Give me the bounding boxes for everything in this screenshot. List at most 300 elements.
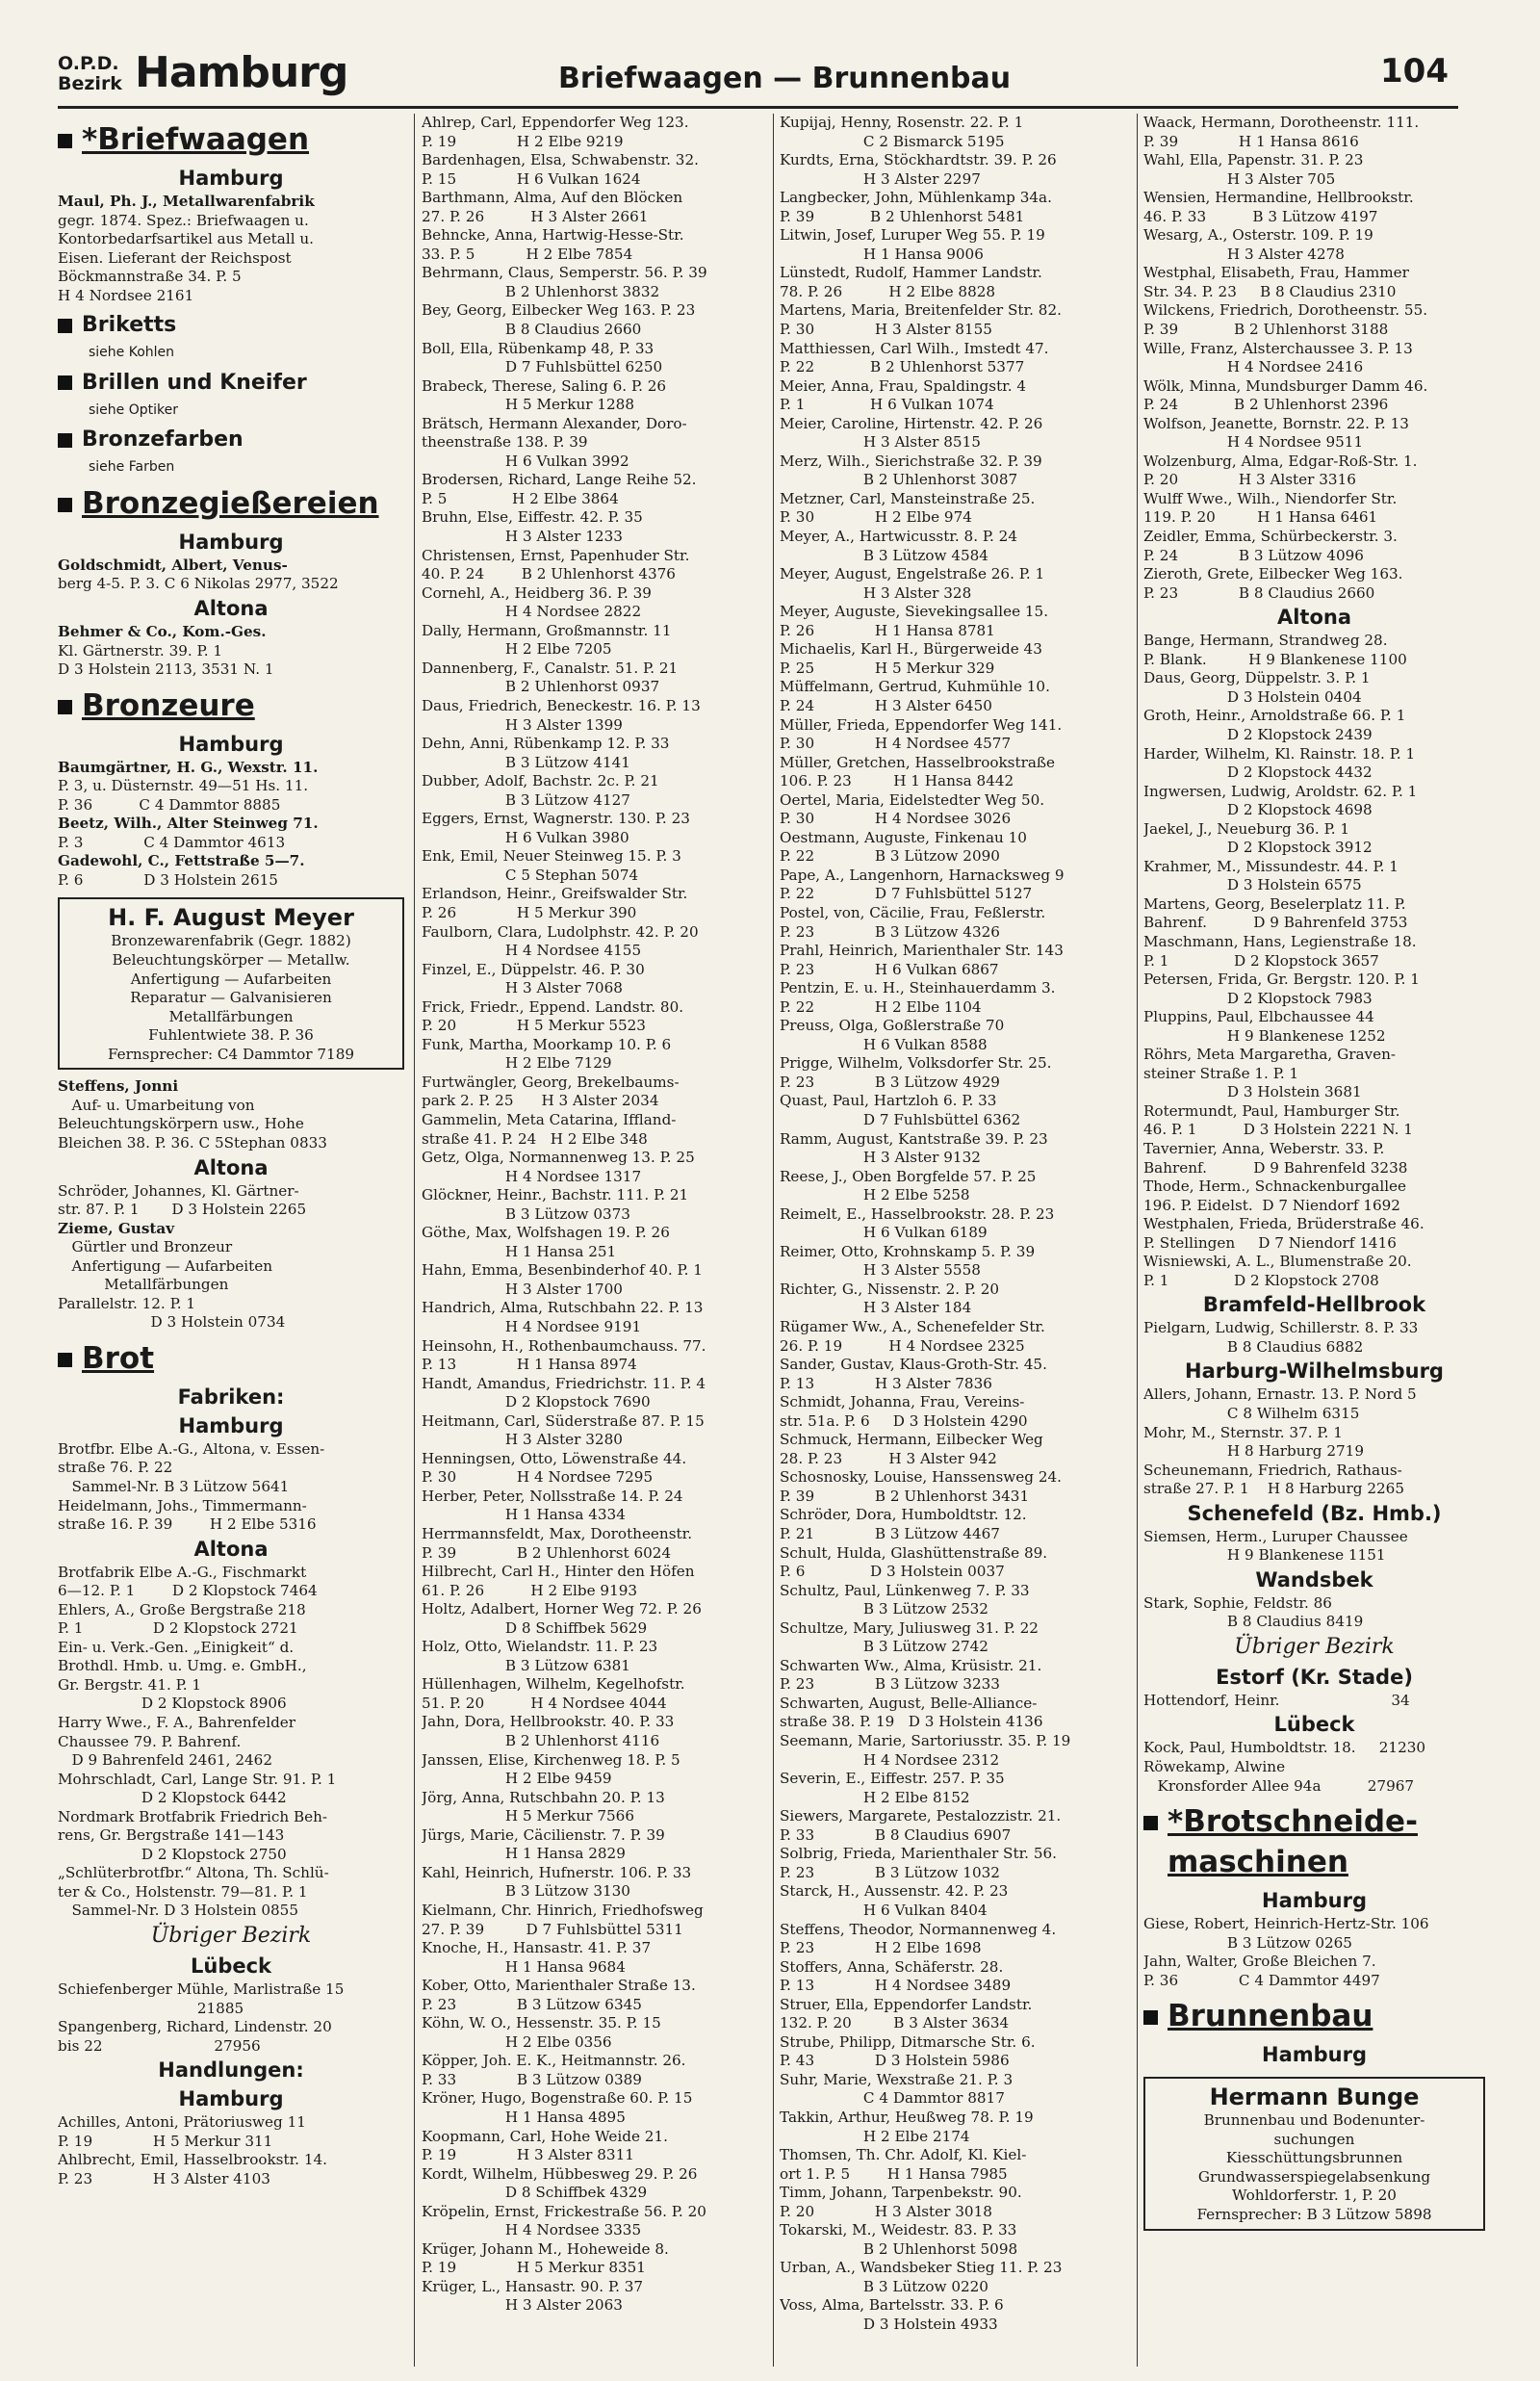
entry-line: Köpper, Joh. E. K., Heitmannstr. 26.	[422, 2052, 686, 2070]
entry-line: Prahl, Heinrich, Marienthaler Str. 143	[780, 942, 1064, 960]
entry-line: P. 23 B 3 Lützow 1032	[780, 1863, 1000, 1881]
entry-line: H 2 Elbe 8152	[780, 1788, 970, 1806]
entry-line: P. 36 C 4 Dammtor 8885	[58, 795, 281, 814]
entry-line: P. 23 H 3 Alster 4103	[58, 2169, 270, 2187]
entry-line: Janssen, Elise, Kirchenweg 18. P. 5	[422, 1750, 680, 1769]
entry-line: Solbrig, Frieda, Marienthaler Str. 56.	[780, 1845, 1057, 1863]
entry-line: P. 23 H 2 Elbe 1698	[780, 1939, 982, 1957]
entry-list	[58, 2113, 404, 2188]
entry-line: D 2 Klopstock 4698	[1143, 801, 1373, 819]
column-divider	[414, 114, 415, 2367]
entry-line: Severin, E., Eiffestr. 257. P. 35	[780, 1770, 1005, 1788]
entry-line: D 2 Klopstock 2439	[1143, 725, 1373, 743]
subsection-heading: Fabriken:	[177, 1385, 285, 1409]
entry-line: Petersen, Frida, Gr. Bergstr. 120. P. 1	[1143, 971, 1420, 989]
entry-line: Eggers, Ernst, Wagnerstr. 130. P. 23	[422, 810, 690, 828]
city-heading: Hamburg	[1262, 2043, 1367, 2067]
entry-line: P. 30 H 4 Nordsee 3026	[780, 810, 1012, 828]
see-reference: siehe Optiker	[89, 401, 178, 418]
entry-line: P. 21 B 3 Lützow 4467	[780, 1525, 1000, 1543]
entry-line: Waack, Hermann, Dorotheenstr. 111.	[1143, 114, 1420, 131]
entry-line: Kl. Gärtnerstr. 39. P. 1	[58, 641, 223, 660]
header-city: Hamburg	[135, 48, 348, 97]
section-title: Bronzefarben	[82, 427, 244, 453]
city-heading: Hamburg	[1262, 1889, 1367, 1913]
entry-line: Dally, Hermann, Großmannstr. 11	[422, 621, 672, 639]
entry-line: Köhn, W. O., Hessenstr. 35. P. 15	[422, 2014, 661, 2032]
entry-list	[58, 1077, 404, 1152]
entry-list	[58, 1220, 404, 1333]
entry-list	[58, 623, 404, 680]
entry-line: P. 24 H 3 Alster 6450	[780, 696, 992, 714]
entry-line: C 4 Dammtor 8817	[780, 2089, 1005, 2108]
entry-line: B 2 Uhlenhorst 3832	[422, 282, 660, 300]
entry-line: P. 30 H 4 Nordsee 4577	[780, 735, 1012, 753]
entry-line: Baumgärtner, H. G., Wexstr. 11.	[58, 758, 319, 776]
entry-line: B 2 Uhlenhorst 5098	[780, 2239, 1018, 2258]
entry-line: Struer, Ella, Eppendorfer Landstr.	[780, 1995, 1033, 2013]
city-heading: Bramfeld-Hellbrook	[1202, 1293, 1426, 1317]
city-heading: Hamburg	[178, 530, 284, 554]
entry-list	[58, 1980, 404, 2056]
entry-line: D 2 Klopstock 7983	[1143, 989, 1373, 1007]
entry-line: „Schlüterbrotfbr.“ Altona, Th. Schlü-	[58, 1864, 329, 1882]
entry-line: Steffens, Theodor, Normannenweg 4.	[780, 1920, 1057, 1938]
entry-line: H 1 Hansa 2829	[422, 1845, 626, 1863]
entry-line: Faulborn, Clara, Ludolphstr. 42. P. 20	[422, 922, 699, 941]
entry-line: Jahn, Walter, Große Bleichen 7.	[1143, 1953, 1376, 1971]
entry-line: H 1 Hansa 9006	[780, 245, 984, 263]
entry-line: H 4 Nordsee 2822	[422, 603, 642, 621]
ad-line: Wohldorferstr. 1, P. 20	[1232, 2187, 1397, 2205]
entry-line: Wulff Wwe., Wilh., Niendorfer Str.	[1143, 489, 1398, 507]
entry-line: D 3 Holstein 6575	[1143, 876, 1362, 894]
entry-line: Müller, Gretchen, Hasselbrookstraße	[780, 753, 1056, 771]
entry-line: Str. 34. P. 23 B 8 Claudius 2310	[1143, 282, 1397, 300]
ad-line: Metallfärbungen	[168, 1007, 294, 1025]
ad-line: Bronzewarenfabrik (Gegr. 1882)	[111, 932, 351, 950]
entry-line: H 4 Nordsee 9191	[422, 1318, 642, 1335]
entry-line: H 3 Alster 2063	[422, 2296, 623, 2315]
entry-line: Seemann, Marie, Sartoriusstr. 35. P. 19	[780, 1732, 1071, 1750]
entry-line: Brodersen, Richard, Lange Reihe 52.	[422, 471, 697, 489]
entry-line: H 2 Elbe 7129	[422, 1054, 612, 1073]
entry-line: Herber, Peter, Nollsstraße 14. P. 24	[422, 1487, 683, 1505]
entry-line: Tokarski, M., Weidestr. 83. P. 33	[780, 2221, 1017, 2239]
entry-line: Kordt, Wilhelm, Hübbesweg 29. P. 26	[422, 2164, 698, 2183]
city-heading: Lübeck	[1273, 1713, 1355, 1737]
entry-line: P. 23 B 3 Lützow 4326	[780, 922, 1000, 941]
entry-line: H 1 Hansa 9684	[422, 1957, 626, 1976]
entry-line: Böckmannstraße 34. P. 5	[58, 268, 242, 286]
entry-line: H 4 Nordsee 1317	[422, 1167, 642, 1185]
entry-line: Schiefenberger Mühle, Marlistraße 15	[58, 1980, 345, 1998]
entry-line: Parallelstr. 12. P. 1	[58, 1294, 196, 1312]
entry-line: B 3 Lützow 0220	[780, 2277, 988, 2295]
entry-line: H 2 Elbe 5258	[780, 1186, 970, 1204]
entry-line: B 3 Lützow 6381	[422, 1656, 630, 1674]
entry-line: P. 43 D 3 Holstein 5986	[780, 2052, 1010, 2070]
entry-line: B 8 Claudius 6882	[1143, 1337, 1364, 1356]
entry-line: Suhr, Marie, Wexstraße 21. P. 3	[780, 2070, 1014, 2088]
entry-line: D 2 Klopstock 6442	[58, 1789, 287, 1807]
entry-line: Langbecker, John, Mühlenkamp 34a.	[780, 189, 1052, 207]
entry-line: Wolfson, Jeanette, Bornstr. 22. P. 13	[1143, 414, 1409, 432]
entry-line: H 3 Alster 9132	[780, 1149, 981, 1167]
entry-line: Goldschmidt, Albert, Venus-	[58, 556, 288, 574]
city-heading: Altona	[1276, 606, 1352, 630]
city-heading: Hamburg	[178, 732, 284, 756]
entry-line: Litwin, Josef, Luruper Weg 55. P. 19	[780, 226, 1045, 245]
entry-line: 28. P. 23 H 3 Alster 942	[780, 1449, 997, 1467]
entry-line: Barthmann, Alma, Auf den Blöcken	[422, 189, 683, 207]
entry-line: Chaussee 79. P. Bahrenf.	[58, 1732, 242, 1750]
entry-line: ter & Co., Holstenstr. 79—81. P. 1	[58, 1882, 308, 1901]
entry-line: H 3 Alster 1399	[422, 715, 623, 734]
column-divider	[1137, 114, 1138, 2367]
entry-line: H 3 Alster 705	[1143, 169, 1336, 188]
region-heading: Übriger Bezirk	[150, 1924, 312, 1948]
section-title: *Briefwaagen	[82, 122, 310, 157]
entry-line: Meier, Caroline, Hirtenstr. 42. P. 26	[780, 414, 1043, 432]
entry-line: H 6 Vulkan 3992	[422, 452, 629, 470]
entry-line: H 4 Nordsee 3335	[422, 2221, 642, 2239]
bullet-icon	[58, 375, 72, 390]
ad-title: Hermann Bunge	[1209, 2083, 1420, 2111]
entry-line: straße 76. P. 22	[58, 1459, 173, 1477]
entry-line: Furtwängler, Georg, Brekelbaums-	[422, 1073, 680, 1091]
entry-line: Beetz, Wilh., Alter Steinweg 71.	[58, 815, 319, 833]
entry-line: H 3 Alster 1233	[422, 528, 623, 546]
page-number: 104	[1380, 52, 1449, 91]
entry-line: Bahrenf. D 9 Bahrenfeld 3238	[1143, 1158, 1408, 1177]
entry-line: H 3 Alster 2297	[780, 169, 981, 188]
entry-line: Kröner, Hugo, Bogenstraße 60. P. 15	[422, 2089, 693, 2108]
entry-line: ort 1. P. 5 H 1 Hansa 7985	[780, 2164, 1008, 2183]
entry-line: Westphalen, Frieda, Brüderstraße 46.	[1143, 1215, 1424, 1233]
opd-label	[58, 54, 122, 94]
entry-line: Krahmer, M., Missundestr. 44. P. 1	[1143, 857, 1399, 875]
ad-line: Grundwasserspiegelabsenkung	[1197, 2167, 1431, 2186]
entry-line: Ehlers, A., Große Bergstraße 218	[58, 1600, 306, 1618]
entry-line: D 3 Holstein 2113, 3531 N. 1	[58, 660, 274, 679]
entry-line: Knoche, H., Hansastr. 41. P. 37	[422, 1939, 652, 1957]
entry-line: H 3 Alster 1700	[422, 1280, 623, 1298]
bullet-icon	[58, 319, 72, 333]
city-heading: Wandsbek	[1255, 1567, 1373, 1592]
entry-line: Gürtler und Bronzeur	[58, 1238, 233, 1256]
entry-line: P. 39 B 2 Uhlenhorst 3431	[780, 1487, 1030, 1505]
entry-line: Matthiessen, Carl Wilh., Imstedt 47.	[780, 339, 1049, 357]
entry-line: B 3 Lützow 2532	[780, 1600, 988, 1618]
entry-line: H 2 Elbe 7205	[422, 640, 612, 659]
entry-line: Oertel, Maria, Eidelstedter Weg 50.	[780, 790, 1045, 809]
entry-line: Schröder, Dora, Humboldtstr. 12.	[780, 1506, 1027, 1524]
entry-list	[1143, 1385, 1485, 1498]
city-heading: Altona	[193, 1155, 269, 1179]
entry-line: P. 30 H 2 Elbe 974	[780, 508, 972, 527]
entry-list	[58, 193, 404, 305]
entry-line: Müller, Frieda, Eppendorfer Weg 141.	[780, 715, 1063, 734]
ad-line: Fernsprecher: B 3 Lützow 5898	[1196, 2206, 1432, 2224]
entry-line: P. Blank. H 9 Blankenese 1100	[1143, 650, 1407, 668]
entry-line: P. 33 B 8 Claudius 6907	[780, 1825, 1012, 1844]
section-title: Bronzeure	[82, 687, 255, 723]
entry-line: Hottendorf, Heinr. 34	[1143, 1691, 1410, 1709]
entry-line: D 7 Fuhlsbüttel 6250	[422, 358, 663, 376]
entry-line: Wolzenburg, Alma, Edgar-Roß-Str. 1.	[1143, 452, 1418, 470]
entry-line: P. 19 H 3 Alster 8311	[422, 2146, 634, 2164]
ad-title: H. F. August Meyer	[108, 904, 354, 932]
entry-line: P. 1 D 2 Klopstock 2708	[1143, 1271, 1379, 1289]
column-4	[1143, 114, 1485, 2239]
city-heading: Harburg-Wilhelmsburg	[1185, 1359, 1444, 1384]
entry-line: Schultz, Paul, Lünkenweg 7. P. 33	[780, 1581, 1030, 1599]
ad-line: Anfertigung — Aufarbeiten	[130, 970, 332, 988]
entry-line: Kober, Otto, Marienthaler Straße 13.	[422, 1977, 696, 1995]
entry-line: H 4 Nordsee 4155	[422, 942, 642, 960]
entry-line: Schröder, Johannes, Kl. Gärtner-	[58, 1181, 299, 1200]
entry-line: str. 51a. P. 6 D 3 Holstein 4290	[780, 1411, 1028, 1430]
entry-line: P. 22 H 2 Elbe 1104	[780, 997, 982, 1016]
entry-line: H 3 Alster 3280	[422, 1431, 623, 1449]
entry-line: P. 15 H 6 Vulkan 1624	[422, 169, 641, 188]
entry-line: P. 19 H 2 Elbe 9219	[422, 132, 624, 150]
entry-line: P. 6 D 3 Holstein 2615	[58, 870, 278, 889]
entry-line: P. 23 B 3 Lützow 6345	[422, 1995, 642, 2013]
entry-line: B 8 Claudius 8419	[1143, 1613, 1364, 1631]
entry-line: H 2 Elbe 9459	[422, 1770, 612, 1788]
entry-line: Stoffers, Anna, Schäferstr. 28.	[780, 1957, 1004, 1976]
entry-line: Zeidler, Emma, Schürbeckerstr. 3.	[1143, 528, 1398, 546]
entry-line: H 9 Blankenese 1252	[1143, 1026, 1386, 1045]
entry-line: 6—12. P. 1 D 2 Klopstock 7464	[58, 1582, 318, 1600]
city-heading: Altona	[193, 1537, 269, 1561]
entry-line: 132. P. 20 B 3 Alster 3634	[780, 2014, 1010, 2032]
entry-line: Behrmann, Claus, Semperstr. 56. P. 39	[422, 264, 707, 282]
entry-list	[58, 759, 404, 815]
ad-line: Brunnenbau und Bodenunter-	[1203, 2111, 1425, 2130]
entry-line: P. 20 H 3 Alster 3018	[780, 2202, 992, 2220]
city-heading: Hamburg	[178, 167, 284, 190]
entry-line: Handrich, Alma, Rutschbahn 22. P. 13	[422, 1299, 704, 1317]
entry-line: H 6 Vulkan 8588	[780, 1035, 988, 1053]
entry-line: Rotermundt, Paul, Hamburger Str.	[1143, 1101, 1400, 1120]
entry-line: Dehn, Anni, Rübenkamp 12. P. 33	[422, 735, 670, 753]
entry-line: 26. P. 19 H 4 Nordsee 2325	[780, 1336, 1025, 1355]
entry-line: Starck, H., Aussenstr. 42. P. 23	[780, 1882, 1009, 1901]
entry-line: Röwekamp, Alwine	[1143, 1758, 1286, 1776]
entry-line: Lünstedt, Rudolf, Hammer Landstr.	[780, 264, 1042, 282]
entry-line: Stark, Sophie, Feldstr. 86	[1143, 1593, 1332, 1612]
entry-line: D 2 Klopstock 7690	[422, 1393, 651, 1411]
city-heading: Schenefeld (Bz. Hmb.)	[1187, 1501, 1442, 1525]
entry-line: Schmidt, Johanna, Frau, Vereins-	[780, 1393, 1025, 1411]
entry-line: P. 39 B 2 Uhlenhorst 6024	[422, 1543, 672, 1562]
section-title-continued	[1143, 1842, 1485, 1882]
entry-line: Urban, A., Wandsbeker Stieg 11. P. 23	[780, 2259, 1063, 2277]
city-heading: Estorf (Kr. Stade)	[1216, 1665, 1413, 1689]
entry-line: Dubber, Adolf, Bachstr. 2c. P. 21	[422, 772, 659, 790]
entry-line: Krüger, Johann M., Hoheweide 8.	[422, 2239, 669, 2258]
entry-list	[1143, 1319, 1485, 1357]
entry-line: P. 1 D 2 Klopstock 3657	[1143, 951, 1379, 970]
entry-line: Eisen. Lieferant der Reichspost	[58, 248, 292, 267]
entry-line: Krüger, L., Hansastr. 90. P. 37	[422, 2277, 644, 2295]
entry-line: B 3 Lützow 4584	[780, 546, 988, 564]
entry-line: B 2 Uhlenhorst 0937	[422, 678, 660, 696]
entry-list	[1143, 1915, 1485, 1990]
entry-line: D 2 Klopstock 2750	[58, 1845, 287, 1863]
entry-line: Jürgs, Marie, Cäcilienstr. 7. P. 39	[422, 1825, 665, 1844]
entry-line: H 1 Hansa 4334	[422, 1506, 626, 1524]
entry-list	[780, 114, 1134, 2335]
entry-line: Getz, Olga, Normannenweg 13. P. 25	[422, 1149, 695, 1167]
entry-line: P. 24 B 2 Uhlenhorst 2396	[1143, 396, 1389, 414]
entry-line: P. 19 H 5 Merkur 311	[58, 2132, 273, 2150]
entry-line: Gr. Bergstr. 41. P. 1	[58, 1675, 202, 1694]
entry-line: Maul, Ph. J., Metallwarenfabrik	[58, 193, 315, 210]
entry-line: P. 20 H 5 Merkur 5523	[422, 1017, 646, 1035]
ad-line: Fuhlentwiete 38. P. 36	[148, 1026, 314, 1045]
entry-line: Heitmann, Carl, Süderstraße 87. P. 15	[422, 1411, 705, 1430]
entry-line: P. 1 H 6 Vulkan 1074	[780, 396, 994, 414]
entry-line: Pluppins, Paul, Elbchaussee 44	[1143, 1008, 1374, 1026]
entry-line: Wölk, Minna, Mundsburger Damm 46.	[1143, 376, 1428, 395]
entry-line: P. 20 H 3 Alster 3316	[1143, 471, 1356, 489]
column-divider	[773, 114, 774, 2367]
ad-line: suchungen	[1273, 2130, 1355, 2148]
entry-line: Kupijaj, Henny, Rosenstr. 22. P. 1	[780, 114, 1024, 131]
section-bronzeure	[58, 686, 404, 726]
entry-line: Schosnosky, Louise, Hanssensweg 24.	[780, 1468, 1062, 1487]
entry-line: bis 22 27956	[58, 2036, 261, 2055]
entry-line: Brotfabrik Elbe A.-G., Fischmarkt	[58, 1563, 307, 1581]
entry-line: H 1 Hansa 251	[422, 1242, 617, 1260]
bullet-icon	[58, 700, 72, 714]
entry-line: D 3 Holstein 3681	[1143, 1083, 1362, 1101]
entry-list	[1143, 1528, 1485, 1566]
bezirk-text: Bezirk	[58, 73, 122, 94]
entry-line: Dannenberg, F., Canalstr. 51. P. 21	[422, 659, 679, 677]
entry-line: Müffelmann, Gertrud, Kuhmühle 10.	[780, 678, 1050, 696]
bullet-icon	[1143, 1816, 1158, 1830]
entry-line: Auf- u. Umarbeitung von	[58, 1096, 255, 1114]
entry-line: Bey, Georg, Eilbecker Weg 163. P. 23	[422, 301, 696, 320]
column-2	[422, 114, 768, 2316]
entry-line: P. 13 H 1 Hansa 8974	[422, 1356, 637, 1374]
entry-line: Boll, Ella, Rübenkamp 48, P. 33	[422, 339, 654, 357]
entry-line: H 2 Elbe 2174	[780, 2127, 970, 2145]
entry-line: B 2 Uhlenhorst 3087	[780, 471, 1018, 489]
column-3	[780, 114, 1134, 2335]
entry-line: Harder, Wilhelm, Kl. Rainstr. 18. P. 1	[1143, 744, 1416, 763]
entry-list	[1143, 632, 1485, 1290]
entry-line: Bardenhagen, Elsa, Schwabenstr. 32.	[422, 151, 699, 169]
entry-line: Cornehl, A., Heidberg 36. P. 39	[422, 583, 652, 602]
entry-line: B 3 Lützow 4141	[422, 753, 630, 771]
entry-line: 119. P. 20 H 1 Hansa 6461	[1143, 508, 1378, 527]
entry-line: Ahlbrecht, Emil, Hasselbrookstr. 14.	[58, 2151, 327, 2169]
entry-line: Zieme, Gustav	[58, 1219, 175, 1237]
entry-line: P. 13 H 4 Nordsee 3489	[780, 1977, 1012, 1995]
ad-line: Kiesschüttungsbrunnen	[1225, 2149, 1403, 2167]
entry-line: Ein- u. Verk.-Gen. „Einigkeit“ d.	[58, 1638, 295, 1656]
entry-line: P. 39 B 2 Uhlenhorst 5481	[780, 207, 1025, 225]
entry-line: C 5 Stephan 5074	[422, 866, 639, 884]
entry-line: P. 30 H 3 Alster 8155	[780, 321, 992, 339]
entry-line: Gadewohl, C., Fettstraße 5—7.	[58, 852, 305, 870]
section-brot	[58, 1338, 404, 1379]
entry-line: Merz, Wilh., Sierichstraße 32. P. 39	[780, 452, 1042, 470]
see-reference: siehe Farben	[89, 459, 175, 476]
entry-line: P. 23 B 3 Lützow 4929	[780, 1073, 1000, 1091]
entry-line: Christensen, Ernst, Papenhuder Str.	[422, 546, 690, 564]
entry-line: Sammel-Nr. B 3 Lützow 5641	[58, 1477, 290, 1495]
entry-line: Richter, G., Nissenstr. 2. P. 20	[780, 1280, 1000, 1298]
section-title: Brunnenbau	[1168, 1999, 1373, 2034]
entry-line: Tavernier, Anna, Weberstr. 33. P.	[1143, 1139, 1385, 1157]
section-bronzefarben	[58, 426, 404, 454]
page-header	[58, 46, 1458, 109]
entry-line: Glöckner, Heinr., Bachstr. 111. P. 21	[422, 1186, 689, 1204]
entry-line: 27. P. 39 D 7 Fuhlsbüttel 5311	[422, 1920, 683, 1938]
entry-line: B 3 Lützow 3130	[422, 1882, 630, 1901]
entry-line: P. 22 B 2 Uhlenhorst 5377	[780, 358, 1025, 376]
entry-line: Scheunemann, Friedrich, Rathaus-	[1143, 1461, 1402, 1479]
entry-line: Bleichen 38. P. 36. C 5Stephan 0833	[58, 1133, 327, 1152]
entry-line: D 3 Holstein 0734	[58, 1313, 286, 1332]
entry-line: Bange, Hermann, Strandweg 28.	[1143, 632, 1388, 650]
entry-line: Göthe, Max, Wolfshagen 19. P. 26	[422, 1224, 670, 1242]
entry-line: H 5 Merkur 1288	[422, 396, 634, 414]
entry-line: H 3 Alster 328	[780, 583, 972, 602]
entry-line: Bahrenf. D 9 Bahrenfeld 3753	[1143, 914, 1408, 932]
bullet-icon	[58, 134, 72, 148]
entry-line: Reese, J., Oben Borgfelde 57. P. 25	[780, 1167, 1037, 1185]
entry-line: Meier, Anna, Frau, Spaldingstr. 4	[780, 376, 1027, 395]
entry-line: Kontorbedarfsartikel aus Metall u.	[58, 230, 314, 248]
entry-line: B 2 Uhlenhorst 4116	[422, 1732, 660, 1750]
entry-line: P. 3 C 4 Dammtor 4613	[58, 833, 286, 851]
entry-line: 27. P. 26 H 3 Alster 2661	[422, 207, 649, 225]
entry-list	[58, 1182, 404, 1220]
entry-line: P. 30 H 4 Nordsee 7295	[422, 1468, 654, 1487]
entry-line: Kahl, Heinrich, Hufnerstr. 106. P. 33	[422, 1863, 692, 1881]
entry-line: Erlandson, Heinr., Greifswalder Str.	[422, 885, 688, 903]
entry-line: Holtz, Adalbert, Horner Weg 72. P. 26	[422, 1600, 702, 1618]
entry-line: Rügamer Ww., A., Schenefelder Str.	[780, 1318, 1045, 1335]
entry-line: B 3 Lützow 2742	[780, 1638, 988, 1656]
entry-line: Nordmark Brotfabrik Friedrich Beh-	[58, 1807, 328, 1825]
entry-line: Zieroth, Grete, Eilbecker Weg 163.	[1143, 565, 1403, 583]
entry-line: Spangenberg, Richard, Lindenstr. 20	[58, 2018, 332, 2036]
entry-line: Behncke, Anna, Hartwig-Hesse-Str.	[422, 226, 684, 245]
entry-line: Handt, Amandus, Friedrichstr. 11. P. 4	[422, 1374, 706, 1392]
entry-line: Groth, Heinr., Arnoldstraße 66. P. 1	[1143, 707, 1406, 725]
entry-line: Allers, Johann, Ernastr. 13. P. Nord 5	[1143, 1385, 1417, 1404]
entry-line: B 3 Lützow 0265	[1143, 1933, 1352, 1952]
entry-line: Mohrschladt, Carl, Lange Str. 91. P. 1	[58, 1770, 337, 1788]
entry-line: H 4 Nordsee 2416	[1143, 358, 1364, 376]
entry-line: Wilckens, Friedrich, Dorotheenstr. 55.	[1143, 301, 1428, 320]
entry-list	[58, 1440, 404, 1535]
entry-line: Siemsen, Herm., Luruper Chaussee	[1143, 1527, 1408, 1545]
entry-line: 46. P. 33 B 3 Lützow 4197	[1143, 207, 1378, 225]
entry-line: H 3 Alster 5558	[780, 1261, 981, 1280]
entry-line: Jörg, Anna, Rutschbahn 20. P. 13	[422, 1788, 665, 1806]
entry-line: Schwarten Ww., Alma, Krüsistr. 21.	[780, 1656, 1042, 1674]
